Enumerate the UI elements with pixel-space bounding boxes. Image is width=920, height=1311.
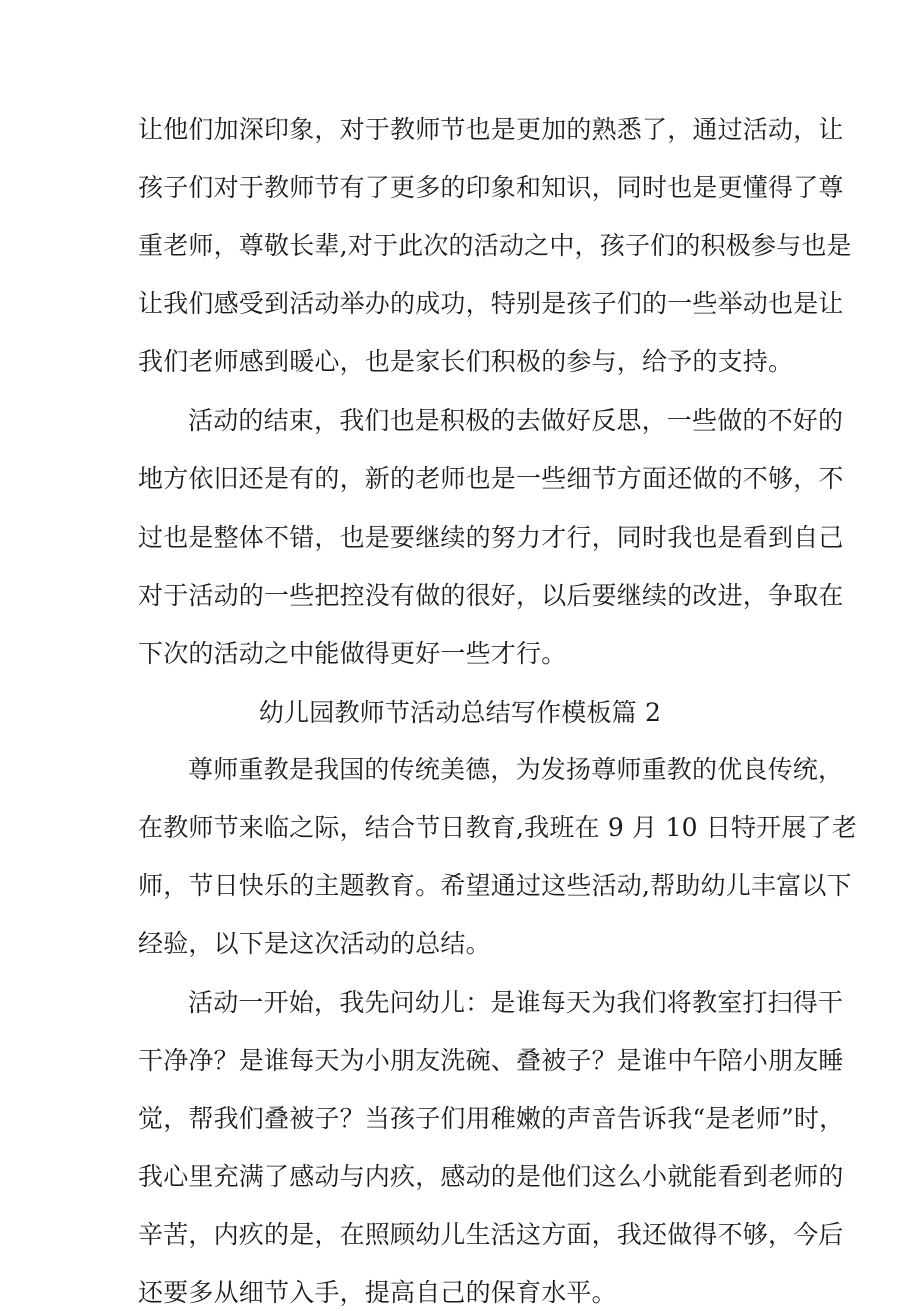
body-line: 让我们感受到活动举办的成功，特别是孩子们的一些举动也是让 xyxy=(138,289,844,318)
body-line: 地方依旧还是有的，新的老师也是一些细节方面还做的不够，不 xyxy=(138,464,844,493)
body-line: 在教师节来临之际，结合节日教育,我班在 9 月 10 日特开展了老 xyxy=(138,813,858,842)
body-line: 过也是整体不错，也是要继续的努力才行，同时我也是看到自己 xyxy=(138,523,844,552)
body-line: 干净净？是谁每天为小朋友洗碗、叠被子？是谁中午陪小朋友睡 xyxy=(138,1046,844,1075)
body-line: 师，节日快乐的主题教育。希望通过这些活动,帮助幼儿丰富以下 xyxy=(138,871,852,900)
body-line: 辛苦，内疚的是，在照顾幼儿生活这方面，我还做得不够，今后 xyxy=(138,1220,844,1249)
body-line: 经验，以下是这次活动的总结。 xyxy=(138,929,491,958)
body-line: 活动的结束，我们也是积极的去做好反思，一些做的不好的 xyxy=(188,406,844,435)
body-line: 下次的活动之中能做得更好一些才行。 xyxy=(138,639,567,668)
body-line: 重老师，尊敬长辈,对于此次的活动之中，孩子们的积极参与也是 xyxy=(138,231,852,260)
section-heading: 幼儿园教师节活动总结写作模板篇 2 xyxy=(258,698,662,727)
body-line: 我们老师感到暖心，也是家长们积极的参与，给予的支持。 xyxy=(138,347,794,376)
body-line: 我心里充满了感动与内疚，感动的是他们这么小就能看到老师的 xyxy=(138,1162,844,1191)
body-line: 让他们加深印象，对于教师节也是更加的熟悉了，通过活动，让 xyxy=(138,115,844,144)
body-line: 尊师重教是我国的传统美德，为发扬尊师重教的优良传统， xyxy=(188,755,844,784)
body-line: 对于活动的一些把控没有做的很好，以后要继续的改进，争取在 xyxy=(138,581,844,610)
body-line: 觉，帮我们叠被子？当孩子们用稚嫩的声音告诉我“是老师”时， xyxy=(138,1104,845,1133)
body-line: 还要多从细节入手，提高自己的保育水平。 xyxy=(138,1278,617,1307)
body-line: 活动一开始，我先问幼儿：是谁每天为我们将教室打扫得干 xyxy=(188,988,844,1017)
body-line: 孩子们对于教师节有了更多的印象和知识，同时也是更懂得了尊 xyxy=(138,173,844,202)
